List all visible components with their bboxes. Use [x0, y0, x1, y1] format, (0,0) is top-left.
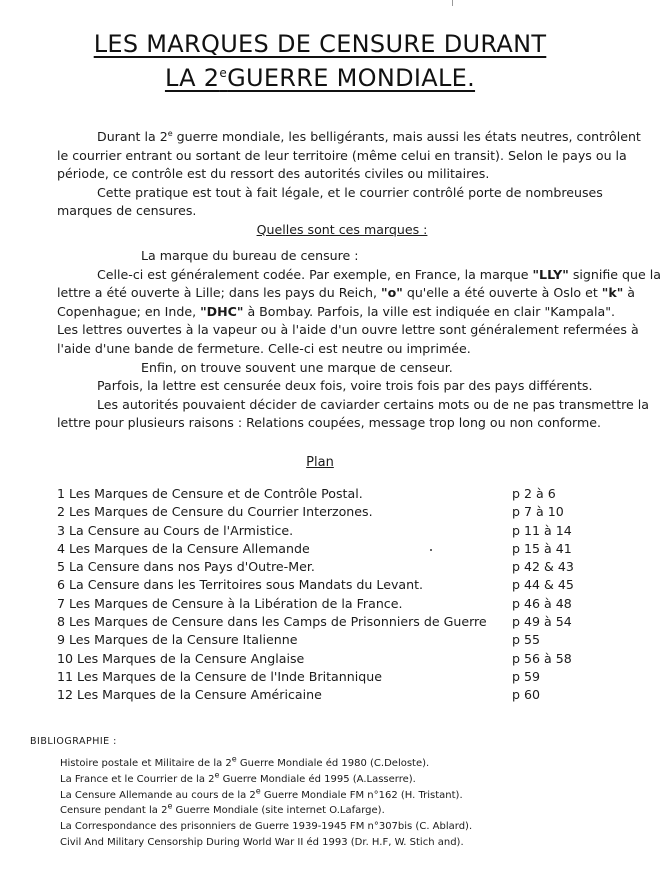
body-line: l'aide d'une bande de fermeture. Celle-ci est neutre ou imprimée. — [57, 340, 471, 356]
intro-line: période, ce contrôle est du ressort des autorités civiles ou militaires. — [57, 166, 490, 182]
intro-line: Durant la 2e guerre mondiale, les belligérants, mais aussi les états neutres, contrôlent — [97, 128, 641, 144]
plan-item — [57, 651, 597, 669]
bibliography-entry: La Censure Allemande au cours de la 2e Guerre Mondiale FM n°162 (H. Tristant). — [60, 786, 463, 801]
bibliography-heading: BIBLIOGRAPHIE : — [30, 736, 117, 747]
bibliography-entry: La France et le Courrier de la 2e Guerre Mondiale éd 1995 (A.Lasserre). — [60, 770, 416, 785]
plan-item-label: 5 La Censure dans nos Pays d'Outre-Mer. — [57, 559, 315, 575]
plan-item-pages: p 2 à 6 — [512, 486, 556, 501]
plan-item-pages: p 15 à 41 — [512, 540, 572, 556]
plan-item-label: 11 Les Marques de la Censure de l'Inde Britannique — [57, 668, 382, 684]
body-line: Parfois, la lettre est censurée deux fois, voire trois fois par des pays différents. — [97, 378, 593, 394]
plan-item-label: 2 Les Marques de Censure du Courrier Interzones. — [57, 504, 373, 520]
plan-item — [57, 614, 597, 632]
plan-item-label: 10 Les Marques de la Censure Anglaise — [57, 650, 305, 666]
body-line: Les lettres ouvertes à la vapeur ou à l'aide d'un ouvre lettre sont généralement refermées à — [57, 322, 639, 338]
intro-paragraph — [57, 128, 641, 240]
plan-item — [57, 687, 597, 705]
plan-item-pages: p 42 & 43 — [512, 559, 574, 575]
plan-item — [57, 596, 597, 614]
bibliography-entry: Civil And Military Censorship During World War II éd 1993 (Dr. H.F, W. Stich and). — [60, 836, 464, 848]
plan-item-pages: p 55 — [512, 632, 541, 648]
bibliography-entry: Censure pendant la 2e Guerre Mondiale (site internet O.Lafarge). — [60, 802, 385, 817]
plan-item-label: 7 Les Marques de Censure à la Libération de la France. — [57, 595, 403, 611]
body-line: Enfin, on trouve souvent une marque de censeur. — [141, 359, 453, 375]
section-question: Quelles sont ces marques : — [256, 221, 428, 237]
plan-item-pages: p 46 à 48 — [512, 595, 572, 611]
bibliography-list — [60, 756, 472, 851]
plan-item-pages: p 7 à 10 — [512, 504, 564, 520]
document-title-line-1: LES MARQUES DE CENSURE DURANT — [93, 30, 547, 58]
bibliography-entry: La Correspondance des prisonniers de Guerre 1939-1945 FM n°307bis (C. Ablard). — [60, 821, 473, 833]
plan-heading: Plan — [306, 455, 334, 470]
plan-item — [57, 577, 597, 595]
document-title-line-2: LA 2eGUERRE MONDIALE. — [164, 64, 476, 92]
intro-line: Cette pratique est tout à fait légale, et le courrier contrôlé porte de nombreuses — [97, 184, 603, 200]
plan-item — [57, 486, 597, 504]
plan-item — [57, 669, 597, 687]
body-line: lettre pour plusieurs raisons : Relations coupées, message trop long ou non conforme. — [57, 415, 602, 431]
body-line: La marque du bureau de censure : — [141, 248, 359, 263]
body-line: Celle-ci est généralement codée. Par exemple, en France, la marque "LLY" signifie que la — [97, 266, 661, 282]
plan-item — [57, 504, 597, 522]
plan-item-pages: p 60 — [512, 687, 541, 703]
plan-item-pages: p 44 & 45 — [512, 577, 574, 593]
plan-item-label: 1 Les Marques de Censure et de Contrôle Postal. — [57, 486, 363, 501]
plan-item-label: 6 La Censure dans les Territoires sous Mandats du Levant. — [57, 577, 424, 593]
plan-item — [57, 523, 597, 541]
plan-item-pages: p 59 — [512, 668, 541, 684]
intro-line: le courrier entrant ou sortant de leur territoire (même celui en transit). Selon le pays ou la — [57, 147, 627, 163]
scan-mark — [452, 0, 453, 6]
body-line: Copenhague; en Inde, "DHC" à Bombay. Parfois, la ville est indiquée en clair "Kampala". — [57, 303, 615, 319]
body-line: lettre a été ouverte à Lille; dans les pays du Reich, "o" qu'elle a été ouverte à Oslo et "k" à — [57, 285, 636, 301]
intro-line: marques de censures. — [57, 203, 197, 219]
plan-item — [57, 559, 597, 577]
plan-item-label: 8 Les Marques de Censure dans les Camps de Prisonniers de Guerre — [57, 614, 487, 630]
plan-item-pages: p 11 à 14 — [512, 522, 572, 538]
plan-list — [57, 486, 597, 706]
plan-item — [57, 541, 597, 559]
stray-dot — [430, 549, 432, 551]
body-paragraph — [57, 247, 661, 433]
plan-item-pages: p 49 à 54 — [512, 614, 572, 630]
body-line: Les autorités pouvaient décider de caviarder certains mots ou de ne pas transmettre la — [97, 396, 650, 412]
plan-item-label: 4 Les Marques de la Censure Allemande — [57, 540, 310, 556]
plan-item-label: 3 La Censure au Cours de l'Armistice. — [57, 522, 294, 538]
plan-item-pages: p 56 à 58 — [512, 650, 572, 666]
bibliography-entry: Histoire postale et Militaire de la 2e Guerre Mondiale éd 1980 (C.Deloste). — [60, 754, 430, 769]
plan-item — [57, 632, 597, 650]
plan-item-label: 9 Les Marques de la Censure Italienne — [57, 632, 298, 648]
plan-item-label: 12 Les Marques de la Censure Américaine — [57, 687, 322, 703]
